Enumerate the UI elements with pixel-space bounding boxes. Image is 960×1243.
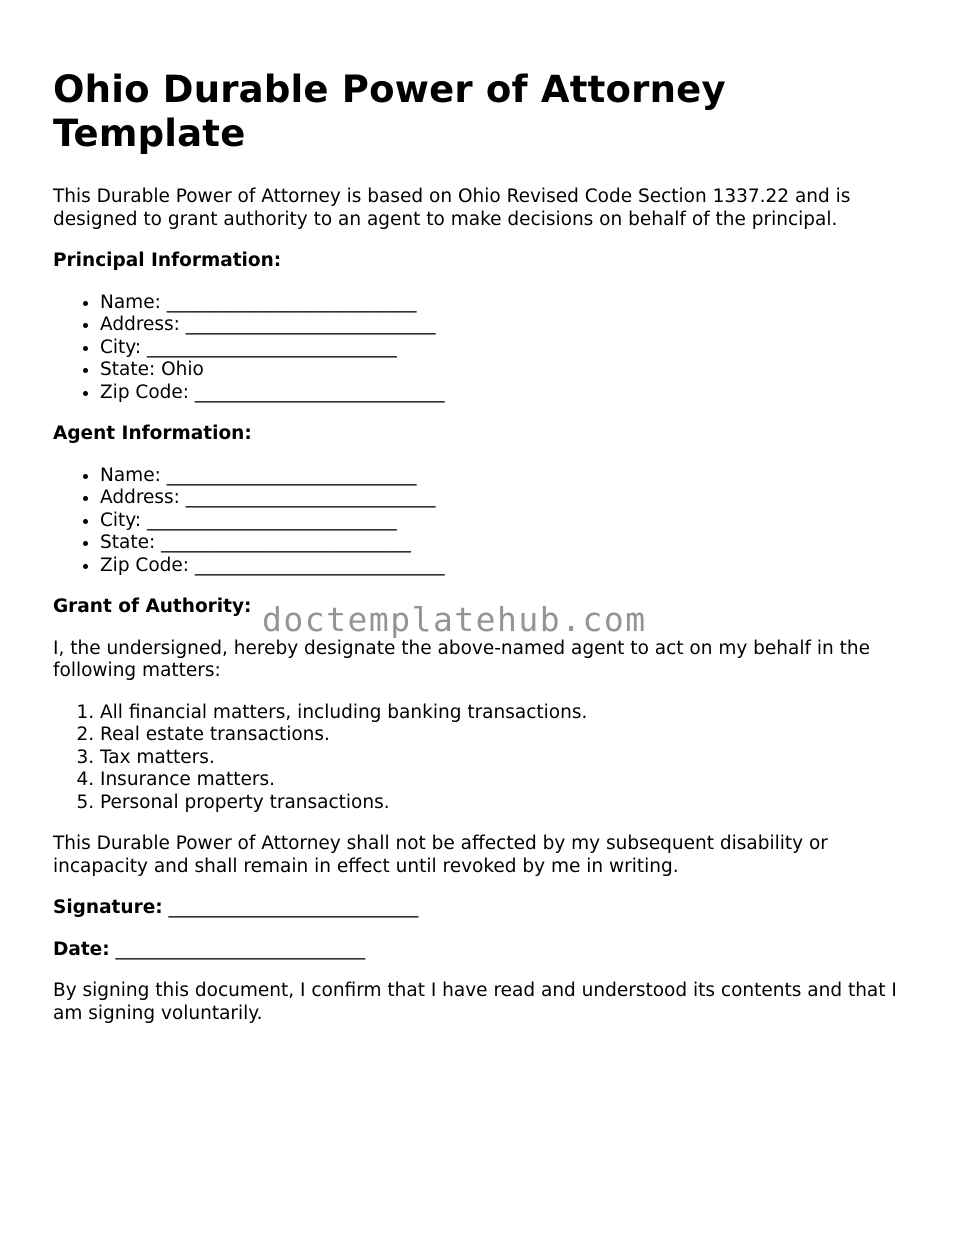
durability-paragraph: This Durable Power of Attorney shall not be affected by my subsequent disability or incapacity and shall remain in effect until revoked by me in writing. xyxy=(53,833,828,877)
matter-item: 4. Insurance matters. xyxy=(100,769,923,792)
authority-matters-list xyxy=(53,702,923,815)
date-blank: ___________________________ xyxy=(115,938,366,960)
signature-line xyxy=(53,897,923,920)
document-page xyxy=(53,68,923,1044)
grant-heading: Grant of Authority: xyxy=(53,596,252,617)
matter-item: 1. All financial matters, including banking transactions. xyxy=(100,702,923,725)
matter-item: 3. Tax matters. xyxy=(100,747,923,770)
principal-zip-field: • Zip Code: ___________________________ xyxy=(100,382,923,405)
agent-zip-field: • Zip Code: ___________________________ xyxy=(100,555,923,578)
principal-fields-list xyxy=(53,292,923,405)
closing-paragraph: By signing this document, I confirm that I have read and understood its contents and that I am signing voluntarily. xyxy=(53,980,897,1024)
agent-address-field: • Address: ___________________________ xyxy=(100,487,923,510)
principal-state-field: • State: Ohio xyxy=(100,359,923,382)
agent-fields-list xyxy=(53,465,923,578)
principal-city-field: • City: ___________________________ xyxy=(100,337,923,360)
signature-blank: ___________________________ xyxy=(168,897,419,918)
signature-label: Signature: xyxy=(53,897,163,918)
date-label: Date: xyxy=(53,938,110,960)
agent-city-field: • City: ___________________________ xyxy=(100,510,923,533)
principal-address-field: • Address: ___________________________ xyxy=(100,314,923,337)
grant-statement: I, the undersigned, hereby designate the above-named agent to act on my behalf in the following matters: xyxy=(53,637,871,681)
intro-paragraph: This Durable Power of Attorney is based on Ohio Revised Code Section 1337.22 and is designed to grant authority to an agent to make decisions on behalf of the principal. xyxy=(53,186,851,230)
principal-name-field: • Name: ___________________________ xyxy=(100,292,923,315)
matter-item: 5. Personal property transactions. xyxy=(100,792,923,815)
agent-name-field: • Name: ___________________________ xyxy=(100,465,923,488)
agent-state-field: • State: ___________________________ xyxy=(100,532,923,555)
principal-heading: Principal Information: xyxy=(53,250,282,271)
date-line xyxy=(53,939,923,962)
agent-heading: Agent Information: xyxy=(53,423,252,444)
matter-item: 2. Real estate transactions. xyxy=(100,724,923,747)
watermark-text: doctemplatehub.com xyxy=(262,600,647,639)
document-title: Ohio Durable Power of Attorney Template xyxy=(53,68,726,155)
